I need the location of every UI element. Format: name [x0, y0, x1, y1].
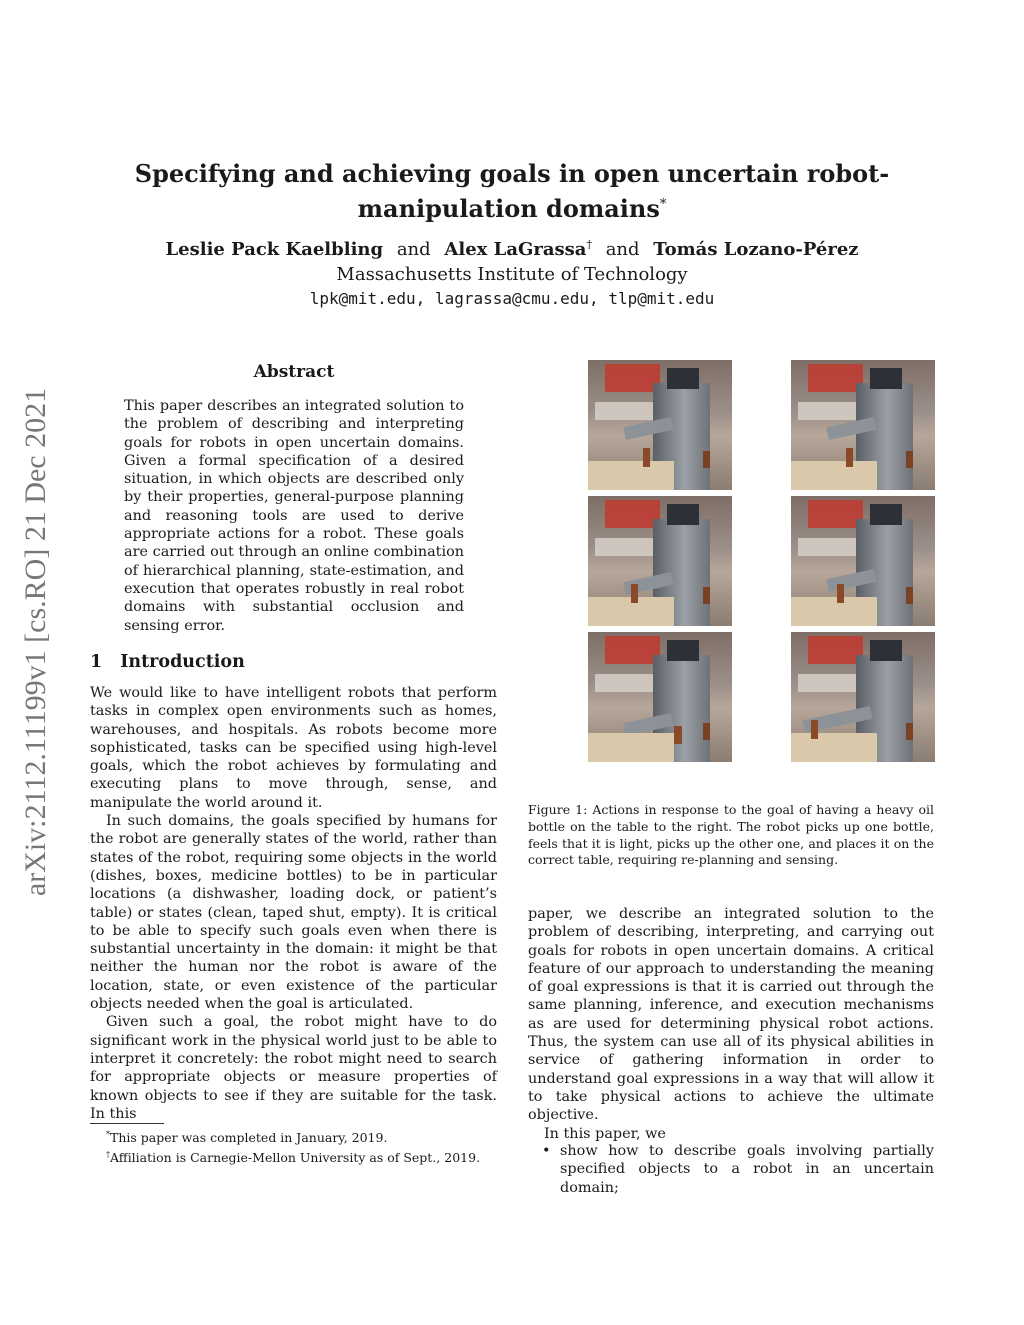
paragraph: In this paper, we: [544, 1125, 666, 1142]
footnote: [90, 1147, 497, 1167]
right-column-body: [528, 905, 934, 1143]
abstract-text: This paper describes an integrated solution to the problem of describing and interpreting goals for robots in open uncertain domains. Given a formal specification of a desired situation, in which objects are described only by their properties, general-purpose planning and reasoning tools are used to derive appropriate actions for a robot. These goals are carried out through an online combination of hierarchical planning, state-estimation, and execution that operates robustly in real robot domains with substantial occlusion and sensing error.: [124, 398, 464, 634]
author-emails: lpk@mit.edu, lagrassa@cmu.edu, tlp@mit.edu: [309, 289, 715, 308]
footnote-rule: [90, 1123, 164, 1124]
figure-caption: Figure 1: Actions in response to the goal of having a heavy oil bottle on the table to the right. The robot picks up one bottle, feels that it is light, picks up the other one, and places it on the correct table, requiring re-planning and sensing.: [528, 802, 934, 868]
robot-photo: [791, 360, 935, 490]
footnotes: [90, 1127, 497, 1166]
footnote-text: This paper was completed in January, 2019.: [110, 1130, 388, 1146]
robot-photo: [588, 632, 732, 762]
author-footnote-mark: †: [586, 238, 592, 251]
robot-photo: [588, 496, 732, 626]
list-item: • show how to describe goals involving partially specified objects to a robot in an uncertain domain;: [540, 1142, 934, 1197]
footnote-mark: *: [106, 1130, 110, 1139]
paragraph: Given such a goal, the robot might have to do significant work in the physical world just to be able to interpret it concretely: the robot might need to search for appropriate objects or measure properties of known objects to see if they are suitable for the task. In this: [90, 1014, 497, 1122]
author-list: [60, 238, 964, 260]
author-name: Alex LaGrassa: [444, 239, 587, 260]
footnote-mark: †: [106, 1149, 110, 1159]
robot-photo: [588, 360, 732, 490]
footnote: [90, 1127, 497, 1147]
abstract-heading: Abstract: [253, 362, 335, 382]
robot-photo: [791, 496, 935, 626]
paragraph: paper, we describe an integrated solution to the problem of describing, interpreting, and carrying out goals for robots in open uncertain domains. A critical feature of our approach to understanding the meaning of goal expressions is that it is carried out through the same planning, inference, and execution mechanisms as are used for determining physical robot actions. Thus, the system can use all of its physical abilities in service of gathering information in order to understand goal expressions in a way that will allow it to take physical actions to achieve the ultimate objective.: [528, 906, 934, 1124]
section-number: 1: [90, 652, 103, 672]
figure-1-photo-grid: [588, 360, 935, 764]
section-title: Introduction: [120, 652, 245, 672]
footnote-text: Affiliation is Carnegie-Mellon University as of Sept., 2019.: [110, 1149, 481, 1165]
author-separator: and: [396, 239, 431, 260]
paper-title: [60, 158, 964, 224]
robot-photo: [791, 632, 935, 762]
author-name: Tomás Lozano-Pérez: [653, 239, 859, 260]
contribution-list: [540, 1142, 934, 1197]
affiliation: Massachusetts Institute of Technology: [336, 264, 688, 285]
paragraph: In such domains, the goals specified by humans for the robot are generally states of the world, rather than states of the robot, requiring some objects in the world (dishes, boxes, medicine bottles) to be in particular locations (a dishwasher, loading dock, or patient’s table) or states (clean, taped shut, empty). It is critical to be able to specify such goals even when there is substantial uncertainty in the domain: it might be that neither the human nor the robot is aware of the location, state, or even existence of the particular objects needed when the goal is articulated.: [90, 813, 497, 1013]
title-footnote-mark: *: [659, 197, 667, 212]
left-column-body: [90, 684, 497, 1123]
arxiv-identifier: arXiv:2112.11199v1 [cs.RO] 21 Dec 2021: [19, 387, 52, 897]
author-separator: and: [605, 239, 640, 260]
author-name: Leslie Pack Kaelbling: [165, 239, 384, 260]
paragraph: We would like to have intelligent robots that perform tasks in complex open environments such as homes, warehouses, and hospitals. As robots become more sophisticated, tasks can be specified using high-level goals, which the robot achieves by formulating and executing plans to move through, sense, and manipulate the world around it.: [90, 685, 497, 811]
paper-title-text: Specifying and achieving goals in open uncertain robot-manipulation domains: [134, 159, 890, 223]
section-heading: [90, 652, 245, 672]
